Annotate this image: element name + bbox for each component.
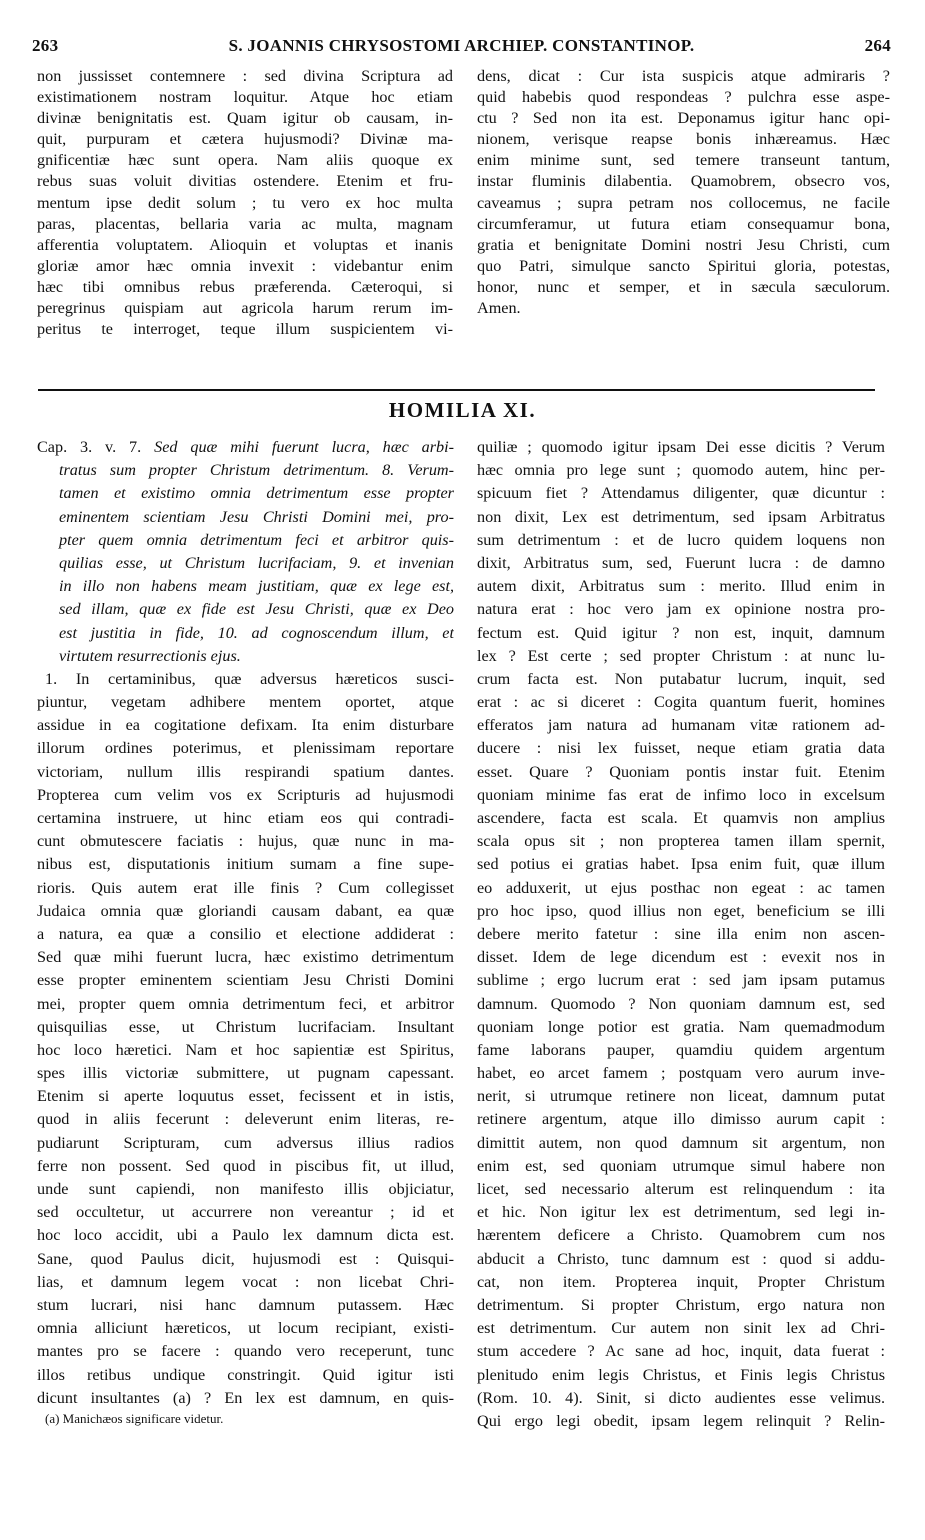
text-line: lias, et damnum legem vocat : non licebat Chri- — [37, 1272, 454, 1291]
text-line: quit, purpuram et cætera hujusmodi? Divinæ ma- — [37, 130, 453, 149]
text-line: hoc loco hæretici. Nam et hoc sapientiæ est Spiritus, — [37, 1040, 454, 1059]
text-line: circumferamur, ut futura etiam consequamur bona, — [477, 214, 890, 233]
text-line: ducere : nisi lex fuisset, neque etiam gratia data — [477, 739, 885, 758]
scripture-ref: Cap. 3. v. 7. — [37, 438, 142, 456]
text-line: spes illis victoriæ submittere, ut pugnam capessant. — [37, 1064, 454, 1083]
text-line: cunt obmutescere faciatis : hujus, quæ nunc in ma- — [37, 832, 454, 851]
text-line: virtutem resurrectionis ejus. — [59, 646, 241, 665]
text-line: eminentem scientiam Jesu Christi Domini mei, pro- — [59, 507, 454, 526]
text-line: efferatos jam natura ad humanam vitæ rationem ad- — [477, 716, 885, 735]
text-line: certamina instruere, ut hinc etiam eos qui contradi- — [37, 809, 454, 827]
text-line: stum accedere ? Ac sane ad hoc, inquit, data fuerat : — [477, 1342, 885, 1361]
text-line: quid habebis quod respondeas ? pulchra esse aspe- — [477, 88, 890, 107]
text-line: rioris. Quis autem erat ille finis ? Cum collegisset — [37, 878, 454, 897]
text-line: esse propter eminentem scientiam Jesu Christi Domini — [37, 971, 454, 990]
text-line: non dixit, Lex est detrimentum, sed ipsam Arbitratus — [477, 507, 885, 526]
text-line: quilias esse, ut Christum lucrifaciam, 9. et invenian — [59, 553, 454, 572]
text-line: licet, sed necessario alterum est relinquendum : ita — [477, 1180, 885, 1198]
text-line: Amen. — [477, 299, 521, 318]
text-line: divinæ benignitatis est. Quam igitur ob causam, in- — [37, 109, 453, 128]
text-line: Qui ergo legi obedit, ipsam legem relinquit ? Relin- — [477, 1411, 885, 1430]
text-line: piuntur, vegetam adhibere mentem oportet, atque — [37, 693, 454, 712]
text-line: hærentem deficere a Christo. Quamobrem cum nos — [477, 1226, 885, 1245]
text-line: dicunt insultantes (a) ? En lex est damnum, en quis- — [37, 1388, 454, 1407]
text-line: tamen et existimo omnia detrimentum esse propter — [59, 484, 454, 503]
text-line: sum detrimentum : et de lucro quidem loquens non — [477, 530, 885, 549]
text-line: honor, nunc et semper, et in sæcula sæculorum. — [477, 277, 890, 296]
text-line: gnificentiæ hæc sunt opera. Nam aliis quoque ex — [37, 151, 453, 170]
text-line: in illo non habens meam justitiam, quæ ex lege est, — [59, 577, 454, 596]
text-line: eo adduxerit, ut ejus posthac non egeat : ac tamen — [477, 878, 885, 897]
text-line: a natura, ea quæ a consilio et electione addiderat : — [37, 924, 454, 943]
text-line: cat, non item. Propterea inquit, Propter Christum — [477, 1272, 885, 1291]
text-line: spicuum fiet ? Attendamus diligenter, quæ dicuntur : — [477, 484, 885, 503]
section-divider — [38, 389, 875, 391]
text-line: est justitia in fide, 10. ad cognoscendum illum, et — [59, 623, 454, 642]
text-line: tratus sum propter Christum detrimentum. 8. Verum- — [59, 461, 454, 480]
text-line: dimittit autem, non quod damnum sit argentum, non — [477, 1133, 885, 1152]
text-line: existimationem nostram loquitur. Atque hoc etiam — [37, 88, 453, 107]
text-line: pudiarunt Scripturam, cum adversus illius radios — [37, 1133, 454, 1152]
text-line: damnum. Quomodo ? Non quoniam damnum est, sed — [477, 994, 885, 1013]
text-line: dens, dicat : Cur ista suspicis atque admiraris ? — [477, 67, 890, 85]
text-line: paras, placentas, bellaria varia ac multa, magnam — [37, 214, 453, 233]
page-number-left: 263 — [32, 36, 59, 55]
text-line: quisquilias esse, ut Christum lucrifaciam. Insultant — [37, 1017, 454, 1036]
body-text-left — [37, 668, 454, 1410]
text-line: hæc tibi omnibus rebus præferenda. Cæteroqui, si — [37, 277, 453, 296]
text-line: sublime ; ergo lucrum erat : sed jam ipsam putamus — [477, 971, 885, 990]
text-line: instar fluminis dilabentia. Quamobrem, obsecro vos, — [477, 172, 890, 191]
text-line: Sed quæ mihi fuerunt lucra, hæc existimo detrimentum — [37, 948, 454, 967]
text-line: stum lucrari, nisi hanc damnum putassem. Hæc — [37, 1295, 454, 1314]
running-title: S. JOANNIS CHRYSOSTOMI ARCHIEP. CONSTANTINOP. — [228, 36, 695, 55]
footnote: (a) Manichæos significare videtur. — [45, 1410, 224, 1426]
text-line: enim est, sed quoniam utrumque simul habere non — [477, 1156, 885, 1175]
text-line: non jussisset contemnere : sed divina Scriptura ad — [37, 67, 453, 85]
text-line: mantes pro se facere : quando vero receperunt, tunc — [37, 1342, 454, 1361]
text-line: scala opus sit ; non propterea tamen illam spernit, — [477, 832, 885, 851]
text-line: afferentia voluptatem. Alioquin et voluptas et inanis — [37, 235, 453, 254]
top-left-column — [37, 66, 453, 340]
text-line: Propterea cum velim vos ex Scripturis ad hujusmodi — [37, 785, 454, 804]
text-line: gratia et benignitate Domini nostri Jesu Christi, cum — [477, 235, 890, 254]
text-line: enim minime sunt, sed temere transeunt tantum, — [477, 151, 890, 170]
text-line: sed illam, quæ ex fide est Jesu Christi, quæ ex Deo — [59, 600, 454, 619]
text-line: illorum ordines poterimus, et plenissimam reportare — [37, 739, 454, 758]
text-line: nionem, verisque reapse bonis inhæreamus. Hæc — [477, 130, 890, 149]
bottom-left-column — [37, 436, 454, 1428]
text-line: Sane, quod Paulus dicit, hujusmodi est : Quisqui- — [37, 1249, 454, 1268]
text-line: rebus suas voluit divitias ostendere. Etenim et fru- — [37, 172, 453, 191]
text-line: ferre non possent. Sed quod in piscibus fit, ut illud, — [37, 1156, 454, 1175]
scripture-text: Sed quæ mihi fuerunt lucra, hæc arbi- — [154, 438, 454, 456]
text-line: dixit, Arbitratus sum, sed, Fuerunt lucra : de damno — [477, 553, 885, 572]
text-line: ascendere, facta est scala. Et quamvis non amplius — [477, 809, 885, 827]
text-line: Judaica omnia quæ gloriandi causam dabant, ea quæ — [37, 901, 454, 920]
homily-title: HOMILIA XI. — [388, 398, 537, 422]
scripture-first-line — [37, 436, 454, 459]
text-line: (Rom. 10. 4). Sinit, si dicto audientes esse velimus. — [477, 1388, 885, 1407]
text-line: abducit a Christo, tunc damnum est : quod si addu- — [477, 1249, 885, 1268]
running-header — [32, 36, 891, 60]
text-line: 1. In certaminibus, quæ adversus hæreticos susci- — [45, 669, 454, 688]
text-line: peritus te interroget, teque illum suspicientem vi- — [37, 320, 453, 339]
text-line: mentum ipse dedit solum ; tu vero ex hoc multa — [37, 193, 453, 212]
text-line: habet, eo arcet famem ; postquam vero aurum inve- — [477, 1064, 885, 1083]
text-line: plenitudo enim legis Christus, et Finis legis Christus — [477, 1365, 885, 1384]
text-line: fame laborans pauper, quamdiu quidem argentum — [477, 1040, 885, 1059]
bottom-right-column — [477, 436, 885, 1433]
text-line: esset. Quare ? Quoniam pontis instar fuit. Etenim — [477, 762, 885, 781]
text-line: caveamus ; supra petram nos collocemus, ne facile — [477, 193, 890, 212]
text-line: pter quem omnia detrimentum feci et arbitror quis- — [59, 530, 454, 549]
text-line: Etenim si aperte loquutus esset, fecissent et in istis, — [37, 1087, 454, 1106]
text-line: quiliæ ; quomodo igitur ipsam Dei esse dicitis ? Verum — [477, 438, 885, 456]
text-line: nibus est, disputationis initium sumam a fine supe- — [37, 855, 454, 874]
text-line: fectum est. Quid igitur ? non est, inquit, damnum — [477, 623, 885, 642]
text-line: omnia alliciunt hæreticos, ut locum recipiant, existi- — [37, 1319, 454, 1338]
text-line: retinere argentum, atque illo dimisso aurum capit : — [477, 1110, 885, 1129]
text-line: disset. Idem de lege dicendum est : evexit nos in — [477, 948, 885, 967]
text-line: et hic. Non igitur lex est detrimentum, sed legi in- — [477, 1203, 885, 1222]
text-line: debere merito fatetur : sine illa enim non ascen- — [477, 924, 885, 943]
text-line: quo Patri, simulque sancto Spiritui gloria, potestas, — [477, 256, 890, 275]
text-line: victoriam, nullum illis respirandi spatium dantes. — [37, 762, 454, 781]
text-line: lex ? Est certe ; sed propter Christum : at nunc lu- — [477, 646, 885, 665]
text-line: gloriæ amor hæc omnia invexit : videbantur enim — [37, 256, 453, 275]
text-line: mei, propter quem omnia detrimentum feci, et arbitror — [37, 994, 454, 1013]
text-line: autem dixit, Arbitratus sum : merito. Illud enim in — [477, 577, 885, 596]
text-line: est detrimentum. Cur autem non sinit lex ad Chri- — [477, 1319, 885, 1338]
text-line: unde sunt capiendi, non manifesto illis objiciatur, — [37, 1180, 454, 1198]
text-line: quoniam longe potior est gratia. Nam quemadmodum — [477, 1017, 885, 1036]
text-line: quod in aliis fecerunt : deleverunt enim literas, re- — [37, 1110, 454, 1129]
text-line: sed potius ei gratias habet. Ipsa enim fuit, quæ illum — [477, 855, 885, 874]
text-line: natura erat : hoc vero jam ex opinione nostra pro- — [477, 600, 885, 619]
top-right-column — [477, 66, 890, 319]
text-line: illos retibus undique constringit. Quid igitur isti — [37, 1365, 454, 1384]
page-number-right: 264 — [864, 36, 891, 55]
text-line: quoniam minime fas erat de infimo loco in excelsum — [477, 785, 885, 804]
text-line: assidue in ea cogitatione defixam. Ita enim disturbare — [37, 716, 454, 735]
text-line: erat : ac si diceret : Cogita quantum fuerit, homines — [477, 693, 885, 712]
scripture-passage — [37, 459, 454, 668]
text-line: hæc omnia pro lege sunt ; quomodo autem, hinc per- — [477, 461, 885, 480]
text-line: nerit, si utrumque retinere non liceat, damnum putat — [477, 1087, 885, 1106]
text-line: detrimentum. Si propter Christum, ergo natura non — [477, 1295, 885, 1314]
text-line: sed occultetur, ut accurrere non vereantur ; id et — [37, 1203, 454, 1222]
text-line: peregrinus quispiam aut agricola harum rerum im- — [37, 299, 453, 318]
text-line: hoc loco accidit, ubi a Paulo lex damnum dicta est. — [37, 1226, 454, 1245]
text-line: crum facta est. Non putabatur lucrum, inquit, sed — [477, 669, 885, 688]
text-line: ctu ? Sed non ita est. Deponamus igitur hanc opi- — [477, 109, 890, 128]
text-line: pro hoc ipso, quod illius non eget, beneficium se illi — [477, 901, 885, 920]
